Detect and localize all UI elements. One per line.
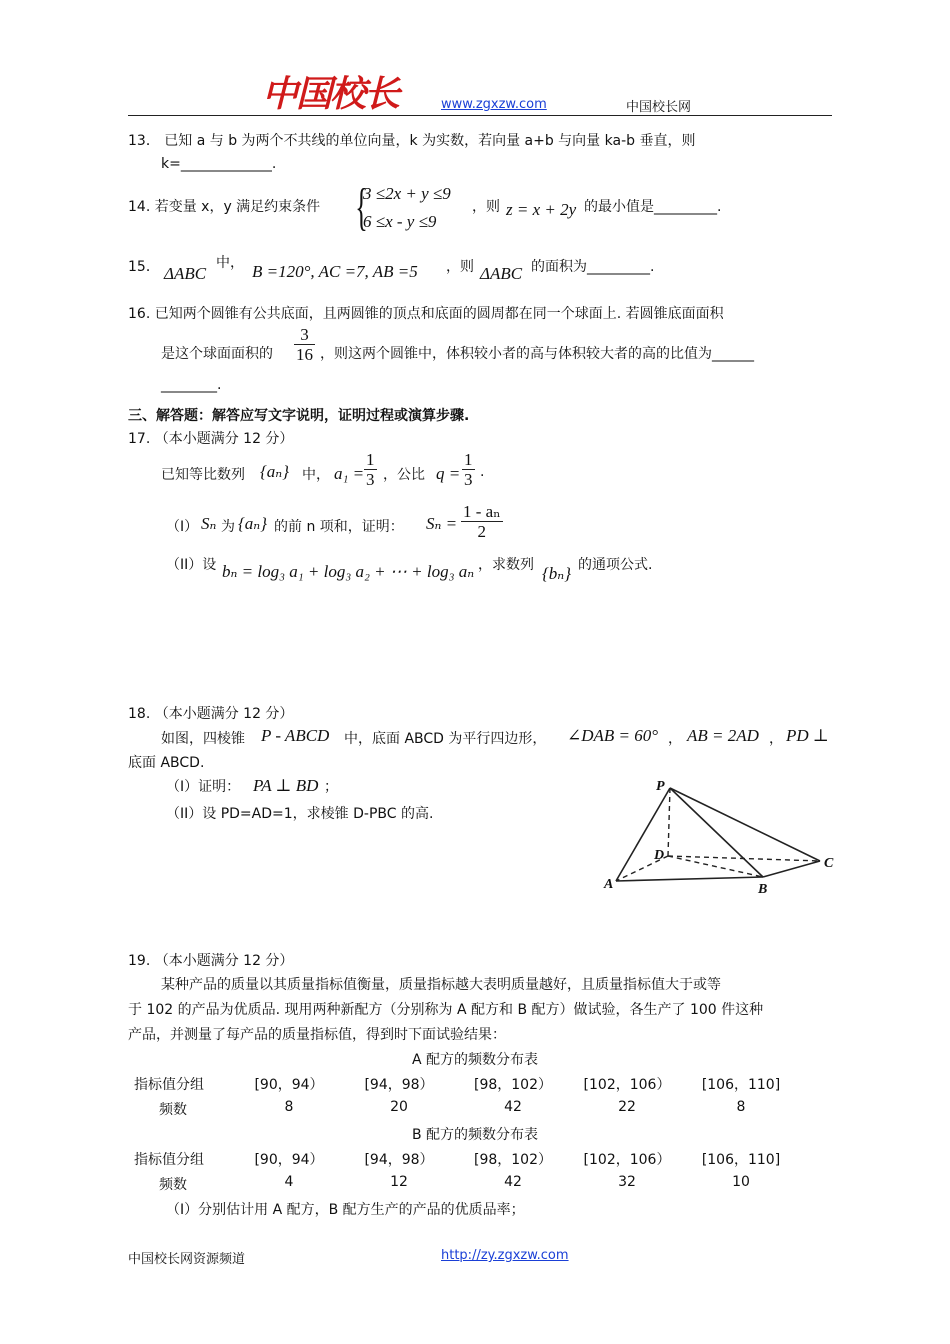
table-b-group-5: [106，110] [701, 1152, 781, 1168]
q19-line2: 于 102 的产品为优质品. 现用两种新配方（分别称为 A 配方和 B 配方）做试验，各生产了 100 件这种 [128, 1002, 764, 1018]
table-b-group-1: [90，94） [254, 1152, 324, 1168]
q19-line3: 产品，并测量了每产品的质量指标值，得到时下面试验结果： [128, 1027, 506, 1043]
table-a-value-3: 42 [504, 1099, 522, 1115]
table-a-value-2: 20 [390, 1099, 408, 1115]
table-b-group-3: [98，102） [474, 1152, 552, 1168]
q17-part1-fraction [461, 502, 503, 541]
q15-conditions: B =120°, AC =7, AB =5 [252, 262, 418, 281]
edge-dc [668, 856, 820, 861]
q17-part1-lhs: Sₙ = [426, 514, 458, 533]
table-a-group-3: [98，102） [474, 1077, 552, 1093]
q17-part1-text: 的前 n 项和，证明： [274, 519, 404, 535]
header-rule [128, 115, 832, 116]
label-d: D [654, 848, 665, 863]
pyramid-figure [600, 776, 840, 901]
site-logo [262, 66, 398, 117]
q19-line1: 某种产品的质量以其质量指标值衡量，质量指标越大表明质量越好，且质量指标值大于或等 [161, 977, 721, 993]
q17-sequence: {aₙ} [260, 462, 289, 481]
table-b-header-label: 指标值分组 [134, 1152, 204, 1168]
q17-part2-expression: bₙ = log₃ a₁ + log₃ a₂ + ⋯ + log₃ aₙ [222, 562, 475, 581]
q15-then: ，则 [446, 259, 474, 275]
q13-line2: k=_____________. [161, 156, 277, 172]
q17-part2-sequence: {bₙ} [542, 564, 571, 583]
q17-given-b: 中， [302, 467, 330, 483]
q17-part1-sequence: {aₙ} [238, 514, 267, 533]
edge-db [668, 856, 763, 877]
q17-given-end: . [480, 464, 485, 480]
label-p: P [656, 779, 665, 794]
q18-line1-mid: 中，底面 ABCD 为平行四边形， [344, 731, 547, 747]
q17-a1-numerator: 1 [366, 450, 375, 469]
q18-pyramid: P - ABCD [261, 726, 330, 745]
q18-part1-expression: PA ⊥ BD [253, 776, 319, 795]
q13-line1: 13． 已知 a 与 b 为两个不共线的单位向量，k 为实数，若向量 a+b 与向量 ka-b 垂直，则 [128, 133, 696, 149]
q16-line1: 16. 已知两个圆锥有公共底面，且两圆锥的顶点和底面的圆周都在同一个球面上. 若圆锥底面面积 [128, 306, 724, 322]
q14-objective: z = x + 2y [506, 200, 577, 219]
q17-part2-end: 的通项公式. [578, 557, 653, 573]
q17-part1-sn: Sₙ [201, 514, 217, 533]
header-site-name: 中国校长网 [626, 100, 692, 115]
q17-part1-wei: 为 [221, 519, 235, 535]
footer-url-link[interactable]: http://zy.zgxzw.com [441, 1248, 569, 1263]
q19-title: 19. （本小题满分 12 分） [128, 953, 294, 969]
q18-ab-relation: AB = 2AD [687, 726, 759, 745]
q16-fraction [294, 325, 315, 364]
q17-part1-numerator: 1 - aₙ [463, 502, 501, 521]
table-a-group-2: [94，98） [364, 1077, 434, 1093]
q15-number: 15． [128, 259, 160, 275]
table-a-value-5: 8 [736, 1099, 746, 1115]
footer-left: 中国校长网资源频道 [128, 1252, 246, 1267]
section-3-heading: 三、解答题：解答应写文字说明，证明过程或演算步骤. [128, 408, 470, 424]
table-a-row-label: 频数 [159, 1102, 187, 1118]
table-b-value-3: 42 [504, 1174, 522, 1190]
q15-triangle-2: ΔABC [480, 264, 523, 283]
q14-suffix: 的最小值是_________. [584, 199, 722, 215]
q17-q-fraction [462, 450, 475, 489]
table-b-caption: B 配方的频数分布表 [411, 1127, 539, 1143]
q14-constraint-1: 3 ≤2x + y ≤9 [363, 184, 451, 203]
q17-q-denominator: 3 [464, 470, 473, 489]
table-a-group-5: [106，110] [701, 1077, 781, 1093]
edge-ab [616, 877, 763, 881]
q17-q-numerator: 1 [464, 450, 473, 469]
q14-then: ，则 [472, 199, 500, 215]
edge-bc [763, 861, 820, 877]
table-a-caption: A 配方的频数分布表 [411, 1052, 539, 1068]
q17-a1-fraction [364, 450, 377, 489]
edge-pc [670, 788, 820, 861]
table-a-header-label: 指标值分组 [134, 1077, 204, 1093]
table-b-row-label: 频数 [159, 1177, 187, 1193]
table-b-value-1: 4 [284, 1174, 294, 1190]
header-url-link[interactable]: www.zgxzw.com [441, 97, 547, 112]
q15-triangle-1: ΔABC [164, 264, 207, 283]
q16-line3: ________. [161, 377, 222, 393]
edge-pa [616, 788, 670, 881]
q16-fraction-denominator: 16 [296, 345, 313, 364]
q17-title: 17. （本小题满分 12 分） [128, 431, 294, 447]
q18-title: 18. （本小题满分 12 分） [128, 706, 294, 722]
q17-part2-text: ，求数列 [478, 557, 534, 573]
q16-fraction-numerator: 3 [294, 325, 315, 345]
q17-a1-label: a₁ = [334, 464, 365, 483]
table-b-group-2: [94，98） [364, 1152, 434, 1168]
q17-q-label: q = [436, 464, 461, 483]
q18-part2: （II）设 PD=AD=1，求棱锥 D-PBC 的高. [166, 806, 434, 822]
q18-comma-2: ， [769, 731, 783, 747]
label-b: B [758, 882, 768, 897]
q18-line2: 底面 ABCD. [128, 755, 205, 771]
table-b-value-5: 10 [732, 1174, 750, 1190]
q14-constraint-2: 6 ≤x - y ≤9 [363, 212, 437, 231]
q18-pd-perp: PD ⊥ [786, 726, 829, 745]
table-b-value-2: 12 [390, 1174, 408, 1190]
q17-part2-label: （II）设 [166, 557, 217, 573]
q18-part1-label: （I）证明： [166, 779, 241, 795]
logo-text: 中国校长 [262, 73, 399, 115]
table-a-value-1: 8 [284, 1099, 294, 1115]
q15-zhong: 中， [216, 255, 244, 271]
edge-pd [668, 788, 670, 856]
table-a-group-1: [90，94） [254, 1077, 324, 1093]
q18-part1-end: ； [324, 779, 338, 795]
q17-part1-label: （I） [166, 519, 199, 535]
q17-a1-denominator: 3 [366, 470, 375, 489]
table-b-group-4: [102，106） [583, 1152, 671, 1168]
table-b-value-4: 32 [618, 1174, 636, 1190]
q15-suffix: 的面积为_________. [531, 259, 655, 275]
q18-line1-start: 如图，四棱锥 [161, 731, 245, 747]
label-c: C [824, 856, 834, 871]
q17-part1-denominator: 2 [477, 522, 487, 541]
table-a-group-4: [102，106） [583, 1077, 671, 1093]
q14-brace: { [355, 179, 368, 236]
q18-comma-1: ， [668, 731, 682, 747]
q19-part1: （I）分别估计用 A 配方，B 配方生产的产品的优质品率； [166, 1202, 525, 1218]
q17-given-a: 已知等比数列 [161, 467, 245, 483]
q16-line2-end: ，则这两个圆锥中，体积较小者的高与体积较大者的高的比值为______ [320, 346, 754, 362]
q14-prefix: 14. 若变量 x，y 满足约束条件 [128, 199, 321, 215]
q18-angle: ∠DAB = 60° [567, 726, 659, 745]
edge-pb [670, 788, 763, 877]
pyramid-edges [616, 788, 820, 881]
label-a: A [604, 877, 614, 892]
q16-line2-start: 是这个球面面积的 [161, 346, 273, 362]
q17-ratio-text: ，公比 [383, 467, 425, 483]
table-a-value-4: 22 [618, 1099, 636, 1115]
